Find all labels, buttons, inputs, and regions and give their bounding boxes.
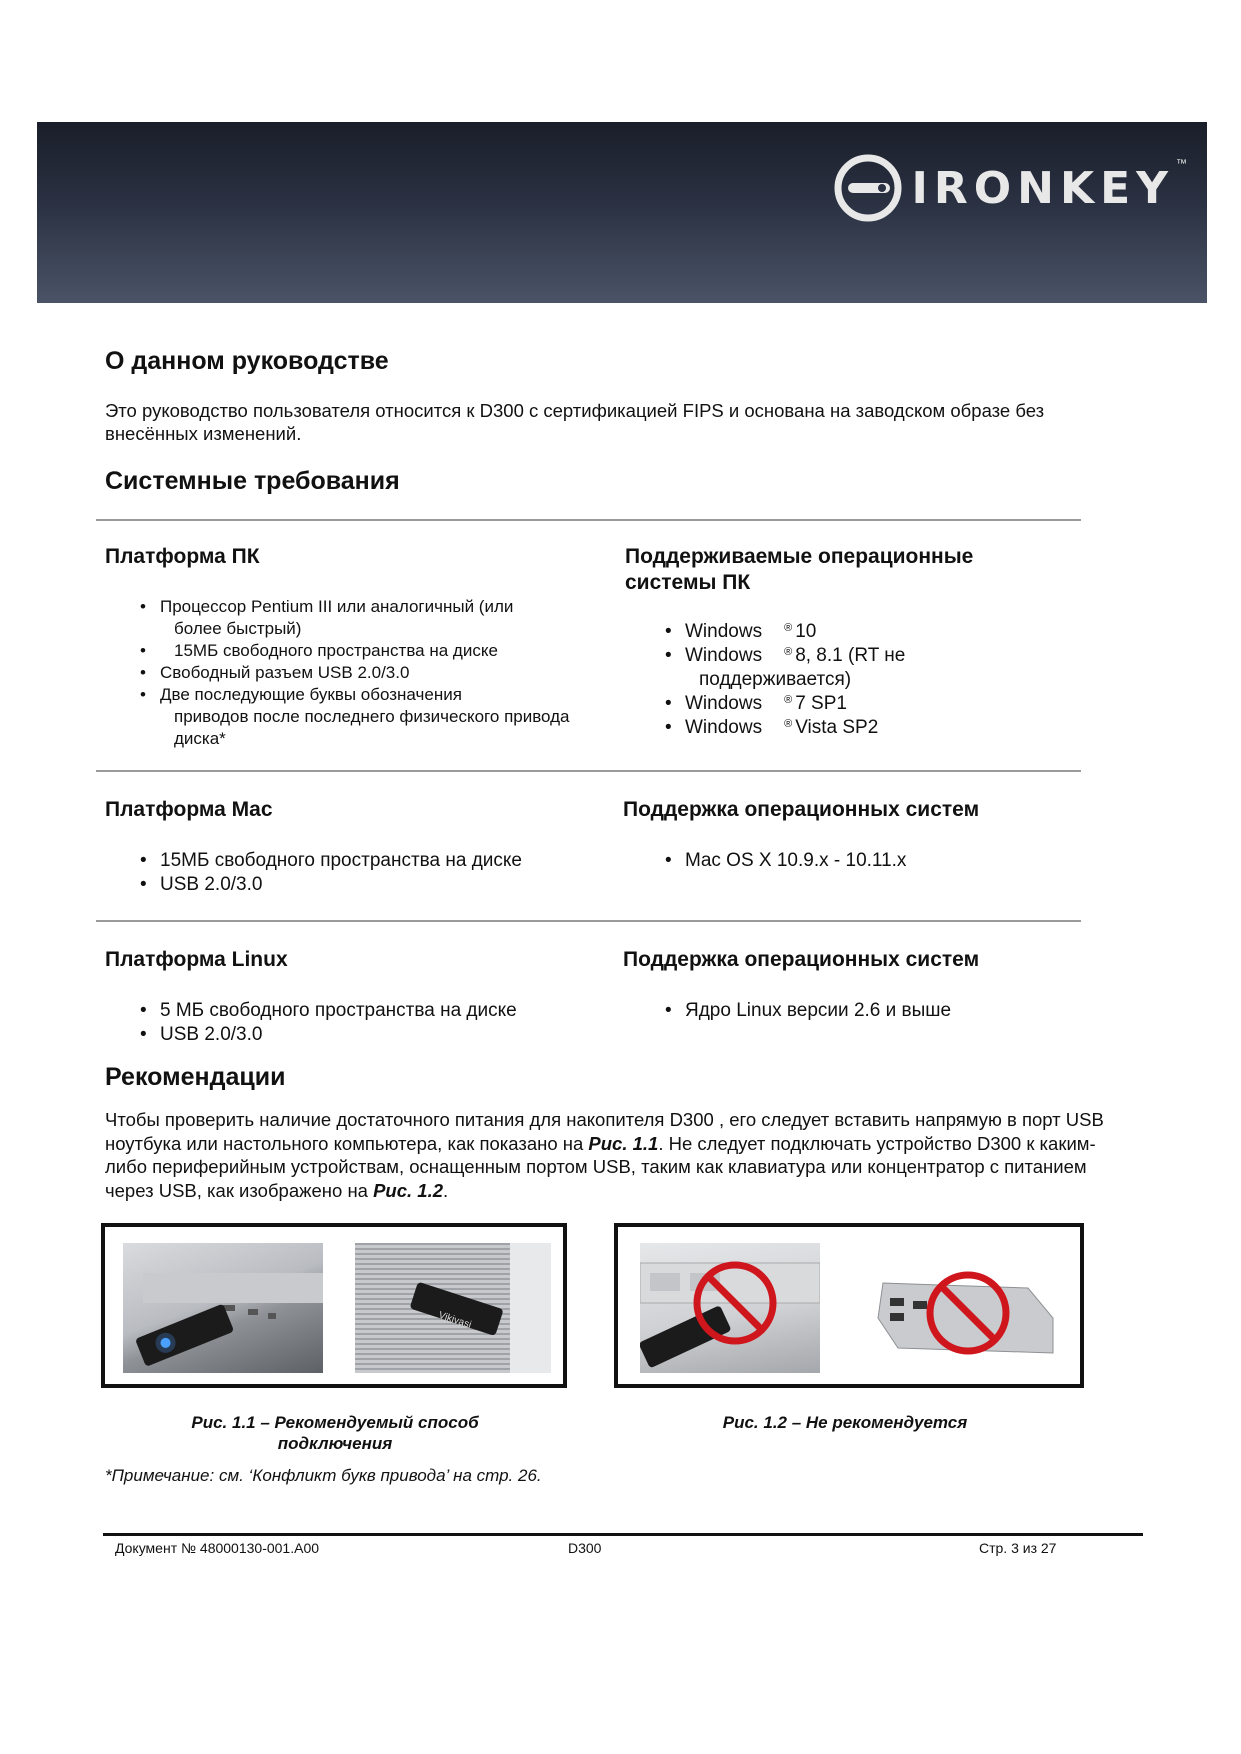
pc-os-title: Поддерживаемые операционные системы ПК xyxy=(625,545,974,594)
mac-os-title: Поддержка операционных систем xyxy=(623,798,980,821)
linux-os-list xyxy=(665,999,1065,1023)
hub-photo xyxy=(868,1243,1064,1373)
list-item: • Mac OS X 10.9.x - 10.11.x xyxy=(665,849,1065,873)
pc-platform-title: Платформа ПК xyxy=(105,545,260,568)
footer-product: D300 xyxy=(568,1540,602,1556)
list-item: • USB 2.0/3.0 xyxy=(140,1023,580,1047)
mac-requirements-list xyxy=(140,849,580,897)
list-item: • USB 2.0/3.0 xyxy=(140,873,580,897)
hub-illustration xyxy=(868,1243,1064,1373)
footer-divider xyxy=(103,1533,1143,1536)
figure-1-1 xyxy=(101,1223,567,1388)
figure-1-1-caption: Рис. 1.1 – Рекомендуемый способ подключения xyxy=(191,1413,479,1453)
list-item: • Свободный разъем USB 2.0/3.0 xyxy=(140,662,580,684)
logo-trademark: ™ xyxy=(1176,158,1187,170)
list-item: • Windows ® 8, 8.1 (RT не поддерживается) xyxy=(665,644,1065,692)
drive-label: Vikivasi xyxy=(437,1309,473,1331)
header-banner xyxy=(37,122,1207,303)
figure-1-2 xyxy=(614,1223,1084,1388)
keyboard-photo xyxy=(640,1243,820,1373)
about-title: О данном руководстве xyxy=(105,347,389,375)
pc-requirements-list xyxy=(140,596,580,750)
divider xyxy=(96,519,1081,521)
key-icon xyxy=(832,152,904,224)
laptop-drive-illustration xyxy=(123,1243,323,1373)
requirements-title: Системные требования xyxy=(105,467,400,495)
list-item: • Ядро Linux версии 2.6 и выше xyxy=(665,999,1065,1023)
logo-text: IRONKEY xyxy=(911,162,1174,214)
figure-ref: Рис. 1.2 xyxy=(373,1179,444,1201)
desktop-drive-illustration xyxy=(355,1243,551,1373)
linux-requirements-list xyxy=(140,999,580,1047)
footer-page-number: Стр. 3 из 27 xyxy=(979,1540,1057,1556)
list-item: • Windows ® Vista SP2 xyxy=(665,716,1065,740)
list-item: • Windows ® 7 SP1 xyxy=(665,692,1065,716)
about-body: Это руководство пользователя относится к D300 с сертификацией FIPS и основана на заводском образе без внесённых изменений. xyxy=(105,400,1045,444)
desktop-photo xyxy=(355,1243,551,1373)
list-item: • Процессор Pentium III или аналогичный (или более быстрый) xyxy=(140,596,580,640)
figure-1-2-caption: Рис. 1.2 – Не рекомендуется xyxy=(722,1413,968,1432)
linux-platform-title: Платформа Linux xyxy=(105,948,288,971)
footer-doc-number: Документ № 48000130-001.A00 xyxy=(115,1540,320,1556)
footnote: *Примечание: см. ‘Конфликт букв привода’ на стр. 26. xyxy=(105,1466,542,1485)
figure-ref: Рис. 1.1 xyxy=(588,1132,659,1154)
recommendations-title: Рекомендации xyxy=(105,1063,286,1091)
pc-os-list xyxy=(665,620,1065,740)
linux-os-title: Поддержка операционных систем xyxy=(623,948,980,971)
divider xyxy=(96,770,1081,772)
ironkey-logo xyxy=(832,152,1188,224)
mac-platform-title: Платформа Mac xyxy=(105,798,273,821)
divider xyxy=(96,920,1081,922)
list-item: • Windows ® 10 xyxy=(665,620,1065,644)
list-item: • Две последующие буквы обозначения приводов после последнего физического привода диска* xyxy=(140,684,580,750)
keyboard-drive-illustration xyxy=(640,1243,820,1373)
list-item: • 5 МБ свободного пространства на диске xyxy=(140,999,580,1023)
list-item: • 15МБ свободного пространства на диске xyxy=(140,849,580,873)
mac-os-list xyxy=(665,849,1065,873)
laptop-photo xyxy=(123,1243,323,1373)
list-item: • 15МБ свободного пространства на диске xyxy=(140,640,580,662)
recommendations-body: Чтобы проверить наличие достаточного питания для накопителя D300 , его следует вставить напрямую в порт USB ноутбука или настольного компьютера, как показано на Рис. 1.1. Не следует подключать устройство D300 к каким-либо периферийным устройствам, оснащенным портом USB, таким как клавиатура или концентратор с питанием через USB, как изображено на Рис. 1.2. xyxy=(105,1109,1104,1201)
